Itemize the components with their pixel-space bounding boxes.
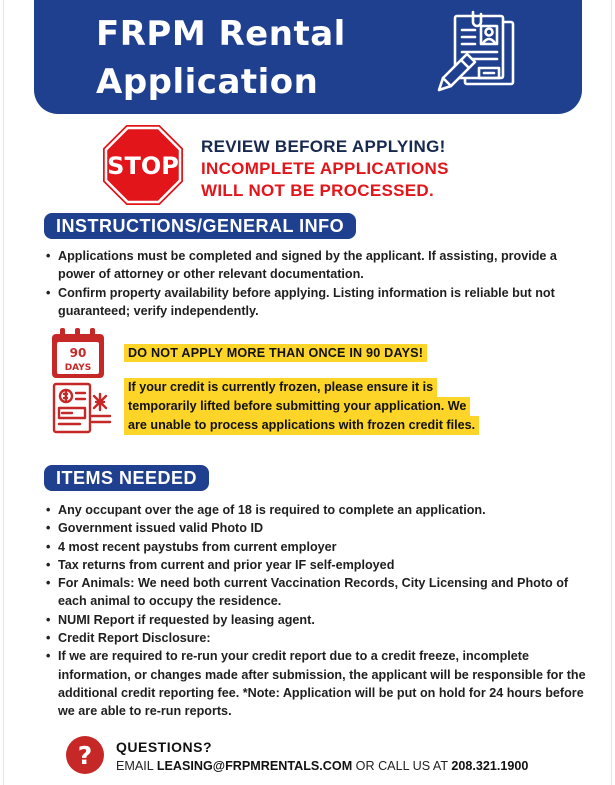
credit-notice-line-1: If your credit is currently frozen, please ensure it is — [124, 378, 437, 397]
list-item: • Credit Report Disclosure: — [44, 629, 594, 647]
calendar-label: DAYS — [64, 363, 92, 373]
credit-notice-line-2: temporarily lifted before submitting your application. We — [124, 397, 470, 416]
credit-bill-icon — [50, 380, 114, 436]
list-item: • If we are required to re-run your credit report due to a credit freeze, incomplete information, or changes made after submission, the applicant will be responsible for the additional credit reporting fee. *Note: Application will be put on hold for 24 hours before we are able to re-run reports. — [44, 647, 594, 720]
contact-email-link[interactable]: LEASING@FRPMRENTALS.COM — [156, 759, 353, 773]
application-document-icon — [431, 8, 523, 100]
list-item: • Tax returns from current and prior year IF self-employed — [44, 556, 594, 574]
list-item: • Any occupant over the age of 18 is required to complete an application. — [44, 501, 594, 519]
review-line-2: INCOMPLETE APPLICATIONS — [201, 159, 449, 178]
stop-sign-icon — [103, 125, 183, 205]
title-line-2: Application — [96, 62, 319, 102]
ninety-day-notice: DO NOT APPLY MORE THAN ONCE IN 90 DAYS! — [124, 344, 427, 362]
stop-sign-text: STOP — [107, 152, 179, 180]
title-line-1: FRPM Rental — [96, 14, 346, 54]
instructions-heading: INSTRUCTIONS/GENERAL INFO — [44, 213, 356, 239]
contact-middle: OR CALL US AT — [352, 759, 452, 773]
question-mark-icon — [66, 736, 104, 774]
list-item: • Government issued valid Photo ID — [44, 519, 594, 537]
header-banner — [34, 0, 582, 114]
list-item: • For Animals: We need both current Vaccination Records, City Licensing and Photo of each animal to occupy the residence. — [44, 574, 594, 611]
calendar-number: 90 — [69, 346, 87, 360]
items-needed-list — [44, 501, 594, 721]
page-title — [96, 10, 346, 106]
credit-freeze-notice — [124, 378, 564, 435]
instructions-list — [44, 247, 584, 320]
list-item: • NUMI Report if requested by leasing agent. — [44, 611, 594, 629]
contact-line — [116, 759, 528, 773]
list-item: • 4 most recent paystubs from current employer — [44, 538, 594, 556]
review-line-3: WILL NOT BE PROCESSED. — [201, 181, 434, 200]
contact-prefix: EMAIL — [116, 759, 157, 773]
calendar-icon — [50, 326, 106, 380]
svg-text:?: ? — [77, 741, 93, 770]
contact-phone[interactable]: 208.321.1900 — [451, 759, 529, 773]
items-needed-heading: ITEMS NEEDED — [44, 465, 209, 491]
questions-title: QUESTIONS? — [116, 739, 213, 755]
list-item: • Applications must be completed and signed by the applicant. If assisting, provide a power of attorney or other relevant documentation. — [44, 247, 584, 284]
credit-notice-line-3: are unable to process applications with frozen credit files. — [124, 416, 479, 435]
review-line-1: REVIEW BEFORE APPLYING! — [201, 137, 446, 156]
list-item: • Confirm property availability before applying. Listing information is reliable but not guaranteed; verify independently. — [44, 284, 584, 321]
review-notice — [201, 136, 449, 202]
